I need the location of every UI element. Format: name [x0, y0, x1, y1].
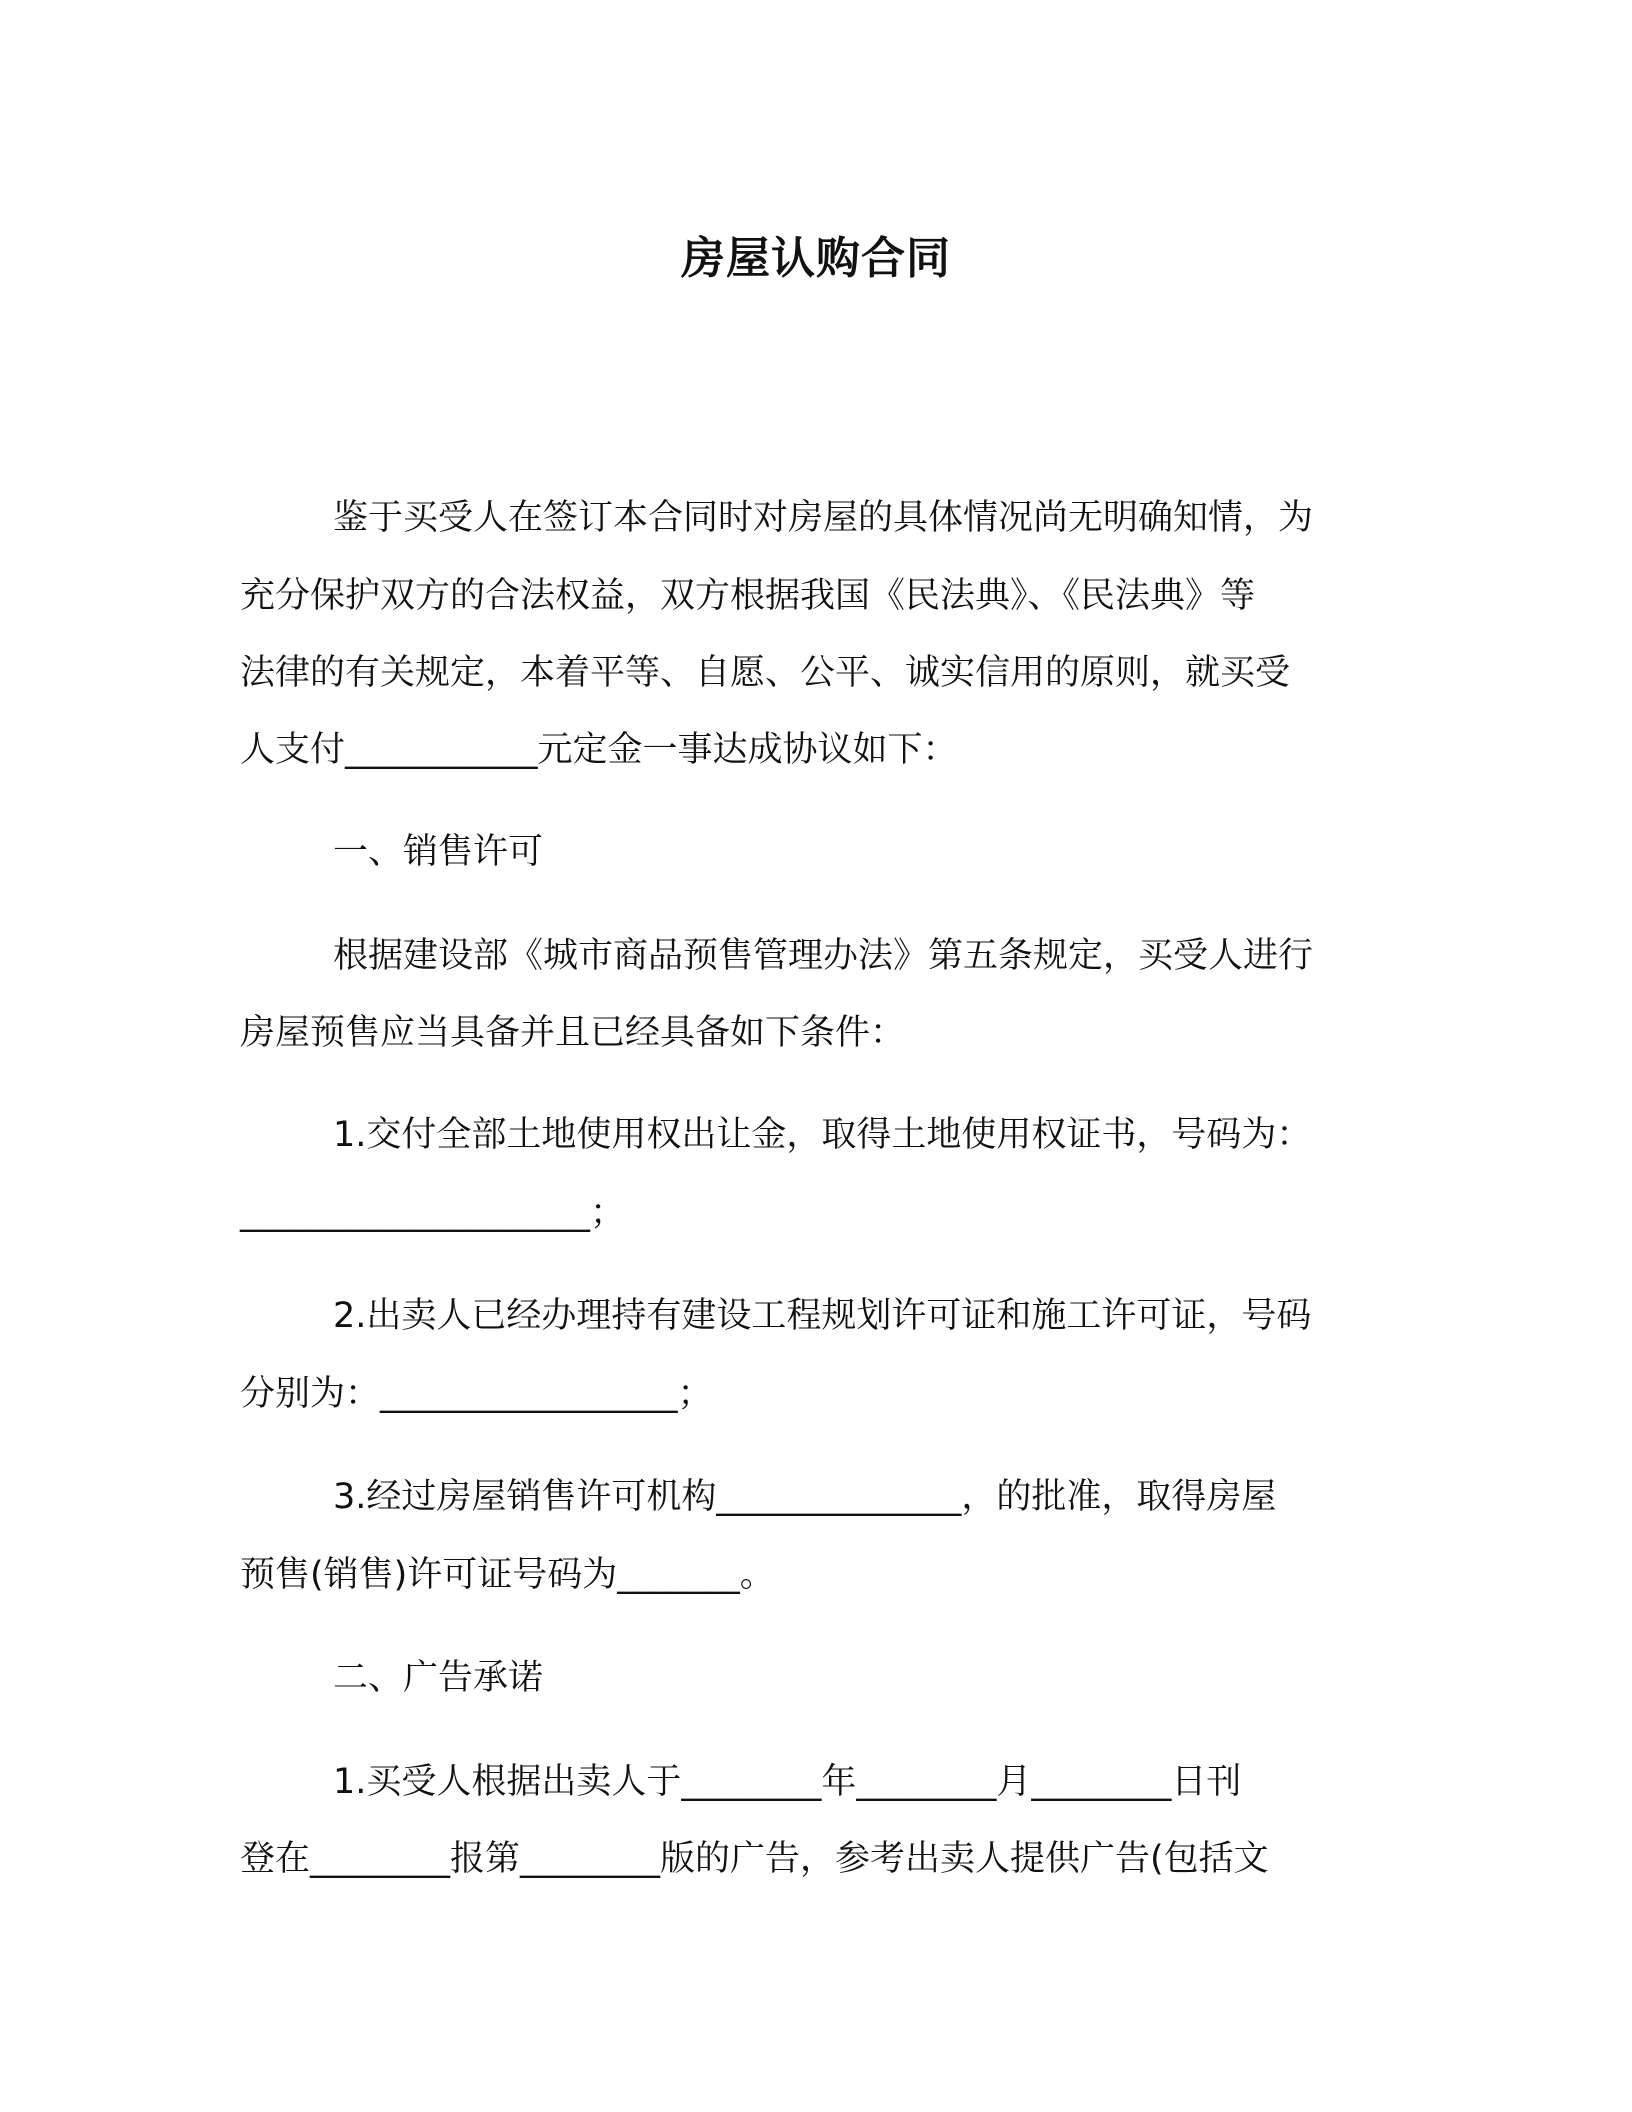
paragraph-line: 房屋预售应当具备并且已经具备如下条件：	[240, 1013, 906, 1053]
paragraph-line: 根据建设部《城市商品预售管理办法》第五条规定，买受人进行	[333, 936, 1314, 976]
paragraph-line: 登在________报第________版的广告，参考出卖人提供广告(包括文	[240, 1839, 1269, 1879]
page-title: 房屋认购合同	[681, 233, 951, 284]
section-heading: 一、销售许可	[333, 832, 544, 872]
paragraph-line: 鉴于买受人在签订本合同时对房屋的具体情况尚无明确知情，为	[333, 498, 1314, 538]
paragraph-line: 预售(销售)许可证号码为_______。	[240, 1555, 775, 1595]
paragraph-line: 人支付___________元定金一事达成协议如下：	[240, 730, 958, 770]
paragraph-line: 2.出卖人已经办理持有建设工程规划许可证和施工许可证，号码	[333, 1296, 1312, 1336]
paragraph-line: 充分保护双方的合法权益，双方根据我国《民法典》、《民法典》等	[240, 576, 1256, 616]
paragraph-line: 1.交付全部土地使用权出让金，取得土地使用权证书，号码为：	[333, 1115, 1312, 1155]
paragraph-line: 3.经过房屋销售许可机构______________，的批准，取得房屋	[333, 1477, 1277, 1517]
paragraph-line: 分别为：_________________；	[240, 1374, 713, 1414]
paragraph-line: 1.买受人根据出卖人于________年________月________日刊	[333, 1762, 1242, 1802]
section-heading: 二、广告承诺	[333, 1658, 544, 1698]
paragraph-line: ____________________；	[240, 1193, 626, 1233]
paragraph-line: 法律的有关规定，本着平等、自愿、公平、诚实信用的原则，就买受	[240, 653, 1291, 693]
